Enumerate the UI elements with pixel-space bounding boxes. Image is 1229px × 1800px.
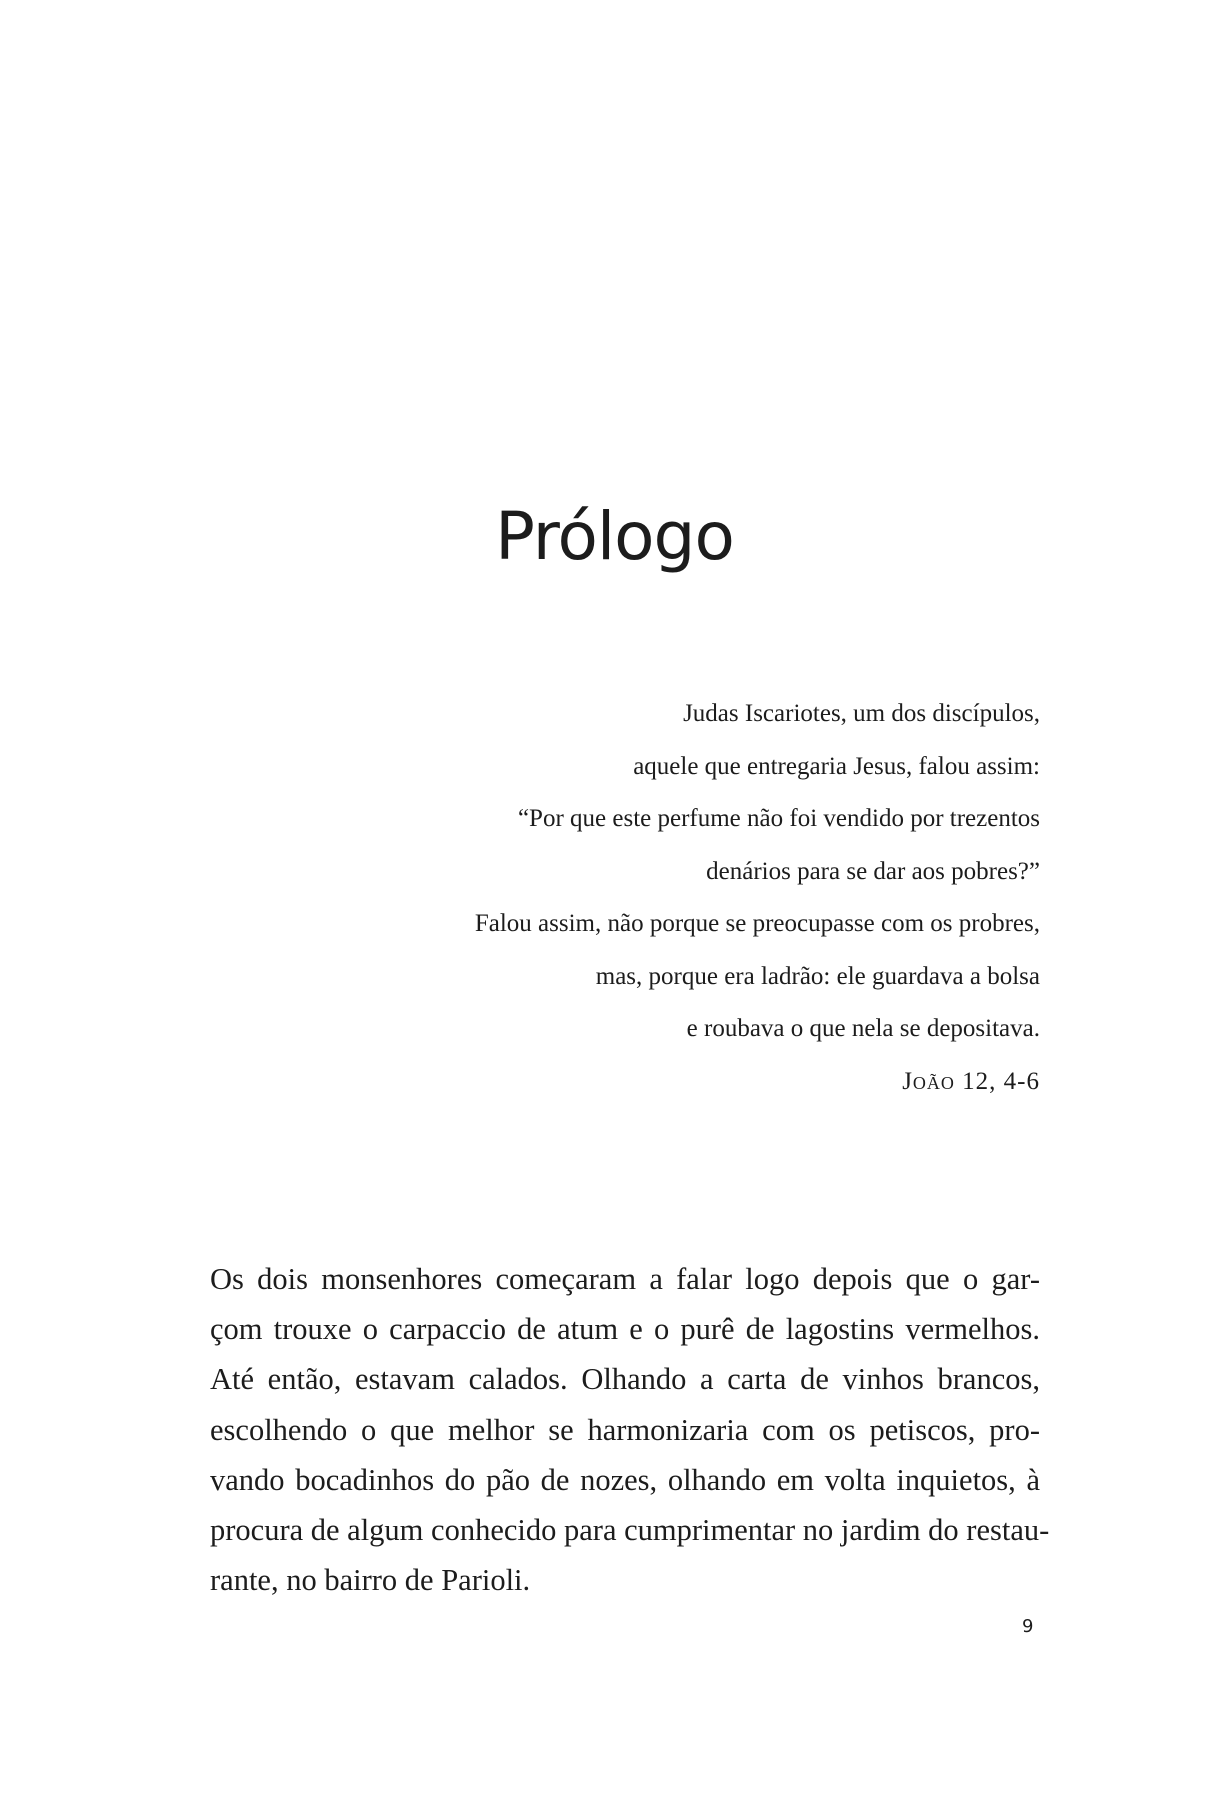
epigraph-line: Judas Iscariotes, um dos discípulos, <box>683 700 1040 727</box>
page-number: 9 <box>1022 1616 1034 1637</box>
epigraph-line: denários para se dar aos pobres?” <box>706 857 1040 885</box>
epigraph-line: “Por que este perfume não foi vendido por trezentos <box>517 805 1040 832</box>
body-line: Os dois monsenhores começaram a falar logo depois que o gar- <box>210 1262 1040 1296</box>
epigraph-line: mas, porque era ladrão: ele guardava a bolsa <box>595 962 1040 990</box>
body-line: procura de algum conhecido para cumprimentar no jardim do restau- <box>210 1513 1050 1548</box>
epigraph-line: Falou assim, não porque se preocupasse com os probres, <box>474 910 1040 937</box>
epigraph <box>320 688 1040 1108</box>
body-line: vando bocadinhos do pão de nozes, olhando em volta inquietos, à <box>210 1462 1040 1497</box>
body-paragraph <box>210 1254 1050 1605</box>
chapter-title: Prólogo <box>495 498 734 575</box>
body-line: escolhendo o que melhor se harmonizaria com os petiscos, pro- <box>210 1412 1040 1447</box>
epigraph-source: João 12, 4-6 <box>902 1067 1040 1095</box>
epigraph-line: aquele que entregaria Jesus, falou assim: <box>633 752 1040 780</box>
body-line: rante, no bairro de Parioli. <box>210 1563 531 1598</box>
body-line: çom trouxe o carpaccio de atum e o purê de lagostins vermelhos. <box>210 1312 1040 1347</box>
epigraph-line: e roubava o que nela se depositava. <box>686 1015 1040 1042</box>
body-line: Até então, estavam calados. Olhando a carta de vinhos brancos, <box>210 1362 1040 1397</box>
